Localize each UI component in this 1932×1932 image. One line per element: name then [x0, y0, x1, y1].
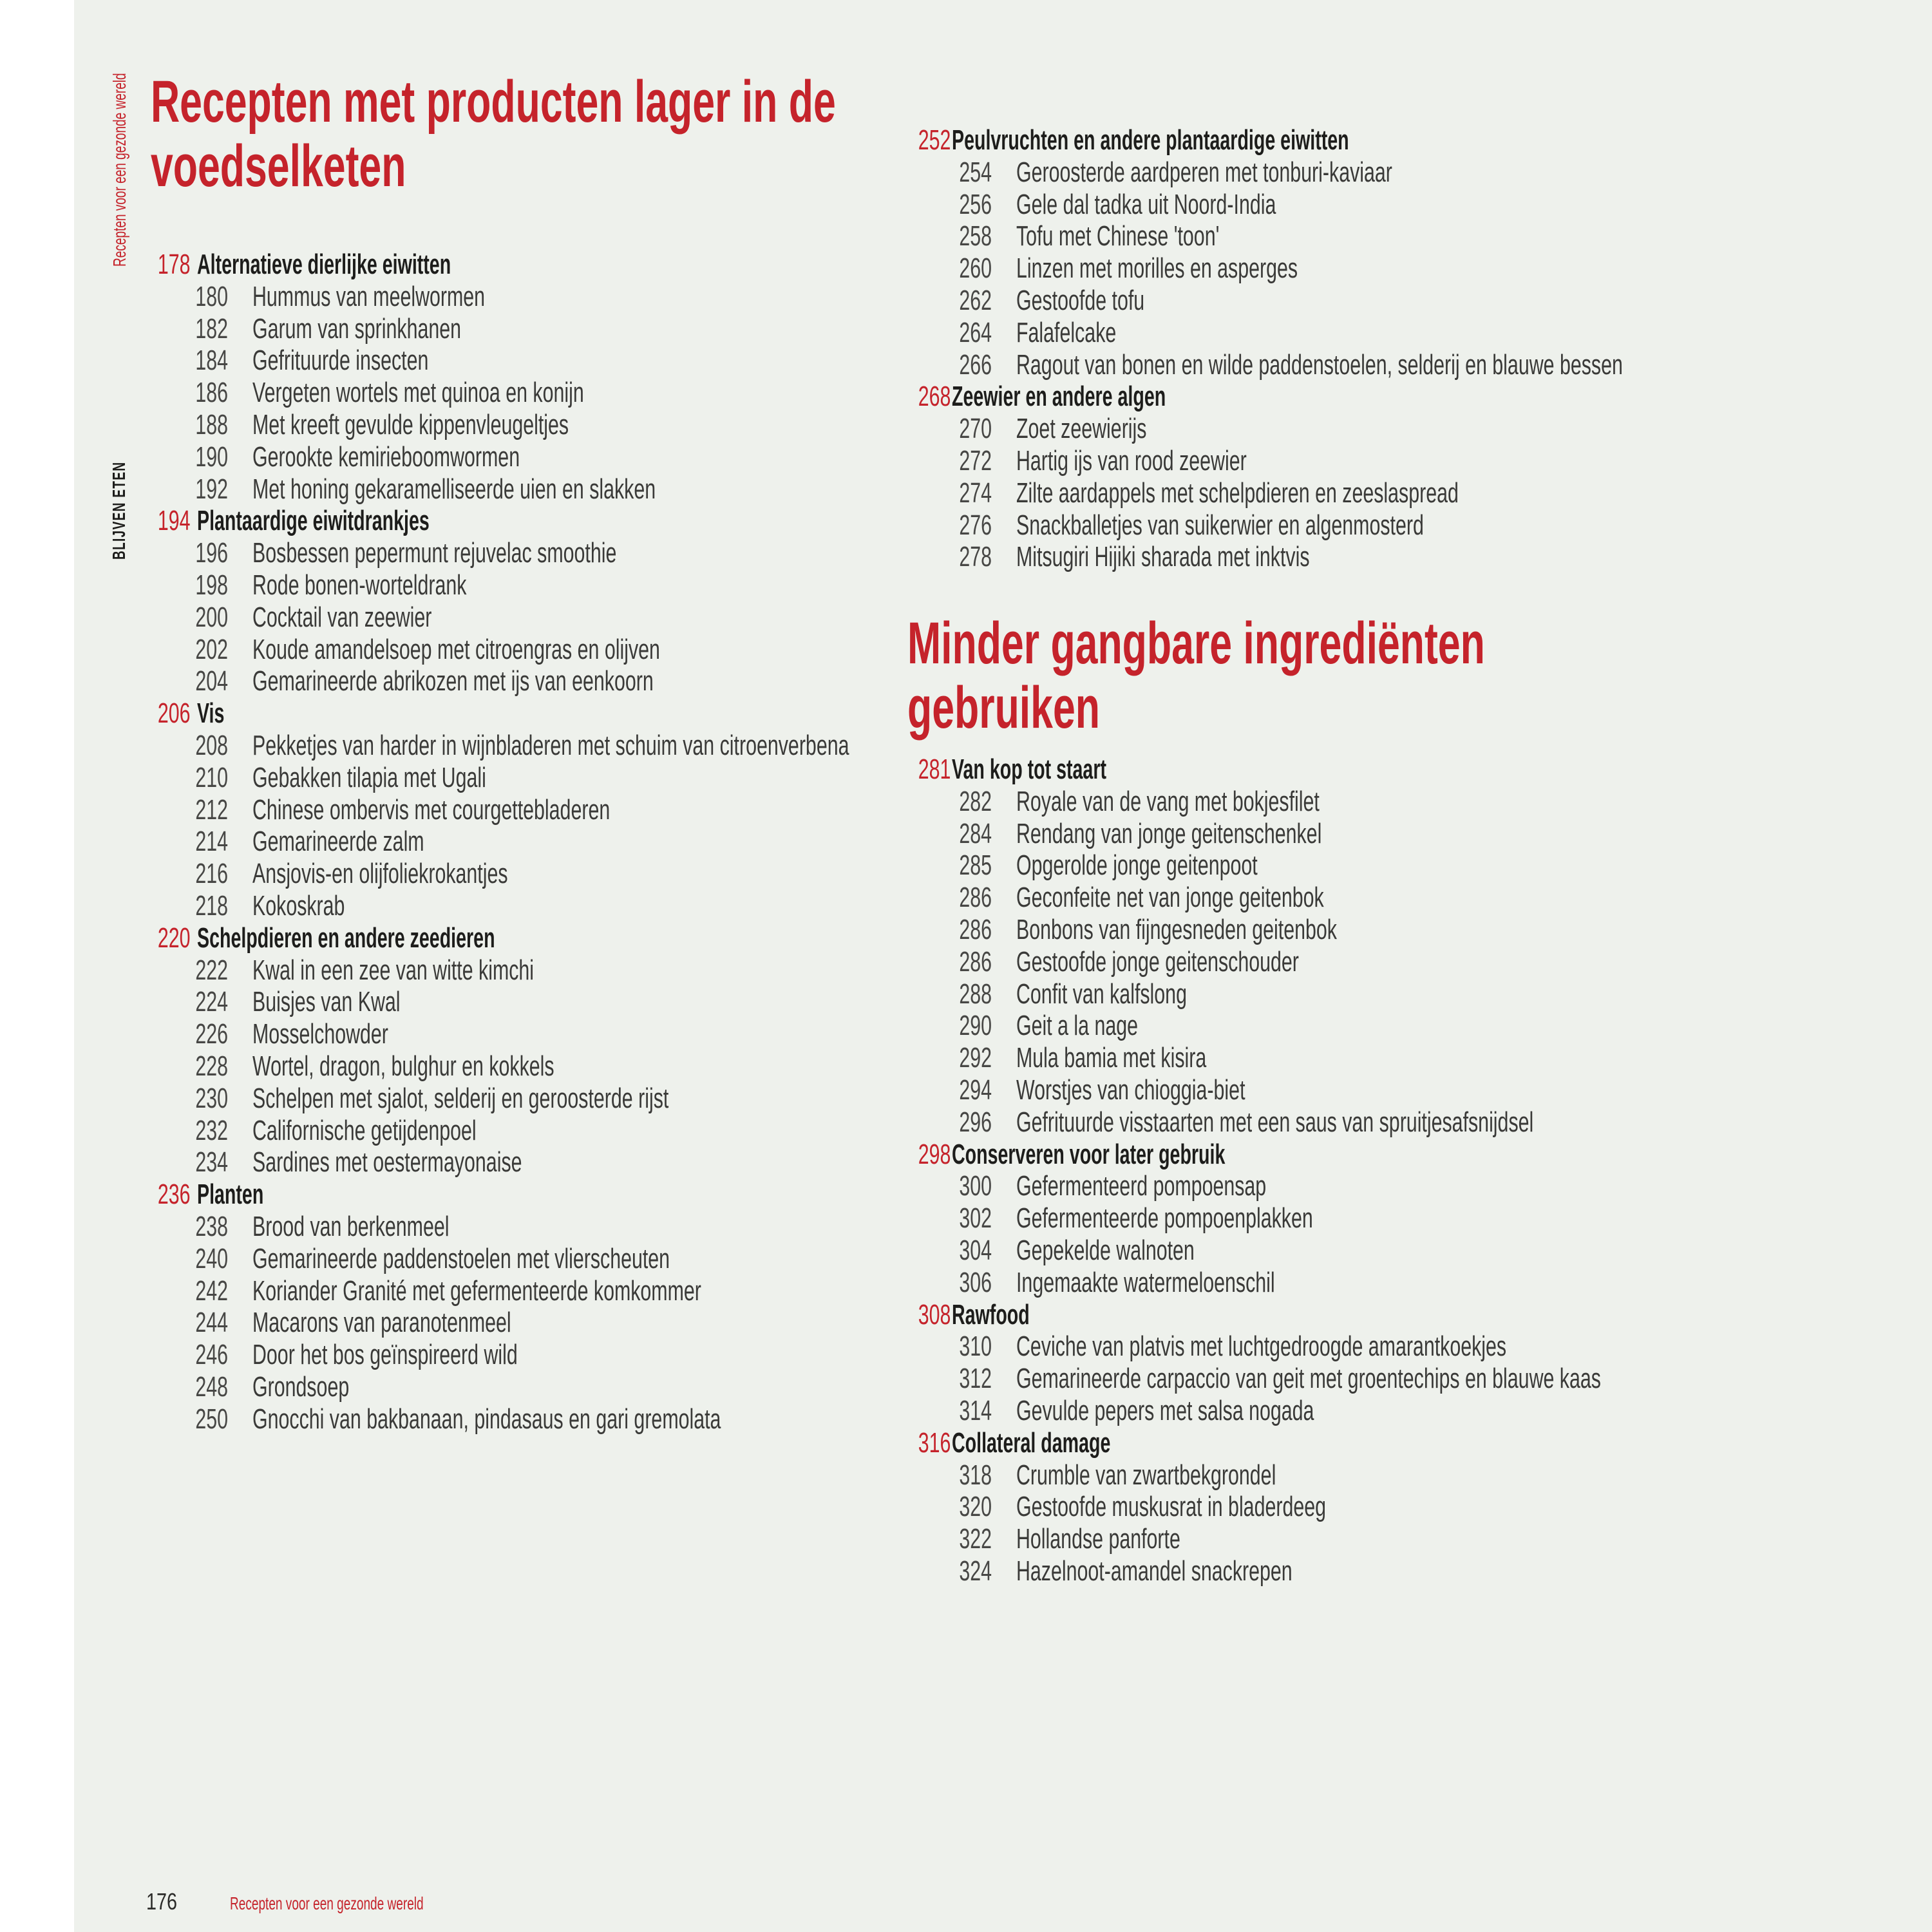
toc-entry-title: Pekketjes van harder in wijnbladeren met schuim van citroenverbena — [252, 729, 849, 761]
toc-chapter-entry — [907, 753, 1864, 786]
toc-entry-page-number: 244 — [195, 1307, 228, 1339]
toc-chapter-entry — [907, 1427, 1864, 1459]
toc-entry-page-number: 310 — [959, 1331, 992, 1363]
toc-entry-title: Door het bos geïnspireerd wild — [252, 1339, 518, 1371]
toc-entry-page-number: 230 — [195, 1082, 228, 1114]
toc-entry-page-number: 270 — [959, 413, 992, 445]
toc-entry-page-number: 254 — [959, 156, 992, 188]
toc-entry-title: Gefermenteerd pompoensap — [1016, 1170, 1267, 1202]
toc-recipe-entry — [907, 818, 1864, 850]
toc-entry-title: Vergeten wortels met quinoa en konijn — [252, 377, 584, 409]
toc-entry-page-number: 194 — [157, 505, 191, 537]
toc-entry-title: Geconfeite net van jonge geitenbok — [1016, 882, 1324, 914]
toc-entry-page-number: 288 — [959, 978, 992, 1010]
toc-entry-title: Kokoskrab — [252, 889, 345, 922]
toc-entry-title: Alternatieve dierlijke eiwitten — [197, 249, 451, 280]
toc-entry-title: Koriander Granité met gefermenteerde komkommer — [252, 1274, 701, 1307]
toc-entry-page-number: 320 — [959, 1491, 992, 1523]
toc-entry-page-number: 322 — [959, 1523, 992, 1555]
toc-recipe-entry — [907, 413, 1895, 445]
toc-entry-title: Peulvruchten en andere plantaardige eiwitten — [952, 124, 1349, 156]
toc-recipe-entry — [907, 252, 1895, 285]
toc-entry-page-number: 184 — [195, 345, 228, 377]
toc-recipe-entry — [907, 914, 1864, 946]
toc-entry-title: Falafelcake — [1016, 316, 1117, 348]
toc-entry-title: Bosbessen pepermunt rejuvelac smoothie — [252, 537, 617, 569]
toc-entry-page-number: 324 — [959, 1555, 992, 1587]
page-title-line-1: Recepten met producten lager in de — [151, 69, 836, 135]
toc-entry-page-number: 252 — [918, 124, 951, 156]
toc-entry-title: Mitsugiri Hijiki sharada met inktvis — [1016, 541, 1310, 573]
toc-entry-title: Conserveren voor later gebruik — [952, 1138, 1226, 1170]
toc-entry-page-number: 222 — [195, 954, 228, 986]
toc-entry-title: Hazelnoot-amandel snackrepen — [1016, 1555, 1293, 1587]
toc-entry-title: Gebakken tilapia met Ugali — [252, 761, 486, 793]
toc-chapter-entry — [907, 124, 1895, 156]
toc-entry-title: Sardines met oestermayonaise — [252, 1146, 522, 1179]
toc-entry-title: Tofu met Chinese 'toon' — [1016, 220, 1220, 252]
toc-entry-title: Hollandse panforte — [1016, 1523, 1180, 1555]
toc-entry-page-number: 318 — [959, 1459, 992, 1491]
toc-column-right-bottom — [907, 753, 1864, 1587]
toc-entry-page-number: 258 — [959, 220, 992, 252]
toc-entry-page-number: 188 — [195, 408, 228, 440]
toc-entry-title: Planten — [197, 1179, 264, 1211]
toc-entry-title: Gemarineerde carpaccio van geit met groentechips en blauwe kaas — [1016, 1363, 1601, 1395]
toc-recipe-entry — [907, 349, 1895, 381]
toc-entry-page-number: 302 — [959, 1202, 992, 1235]
toc-recipe-entry — [148, 569, 1117, 601]
toc-entry-title: Snackballetjes van suikerwier en algenmosterd — [1016, 509, 1424, 541]
toc-entry-page-number: 304 — [959, 1234, 992, 1266]
toc-entry-page-number: 238 — [195, 1210, 228, 1242]
toc-entry-page-number: 316 — [918, 1426, 951, 1459]
toc-entry-page-number: 286 — [959, 882, 992, 914]
toc-entry-page-number: 296 — [959, 1106, 992, 1138]
page-title-line-2: voedselketen — [151, 133, 406, 199]
toc-chapter-entry — [907, 1139, 1864, 1171]
toc-recipe-entry — [907, 317, 1895, 349]
toc-entry-title: Gepekelde walnoten — [1016, 1234, 1195, 1266]
toc-entry-page-number: 228 — [195, 1050, 228, 1082]
toc-entry-page-number: 286 — [959, 913, 992, 945]
toc-entry-title: Gefermenteerde pompoenplakken — [1016, 1202, 1313, 1235]
toc-recipe-entry — [907, 1331, 1864, 1363]
toc-recipe-entry — [907, 189, 1895, 221]
toc-entry-title: Geroosterde aardperen met tonburi-kaviaar — [1016, 156, 1392, 188]
toc-entry-title: Ingemaakte watermeloenschil — [1016, 1266, 1275, 1298]
toc-recipe-entry — [907, 220, 1895, 252]
toc-entry-title: Mosselchowder — [252, 1018, 388, 1050]
toc-entry-title: Gemarineerde abrikozen met ijs van eenkoorn — [252, 665, 654, 697]
toc-recipe-entry — [907, 1010, 1864, 1042]
toc-recipe-entry — [907, 509, 1895, 542]
toc-entry-title: Cocktail van zeewier — [252, 601, 432, 633]
toc-entry-page-number: 298 — [918, 1138, 951, 1170]
toc-recipe-entry — [907, 445, 1895, 477]
toc-recipe-entry — [148, 601, 1117, 634]
toc-entry-page-number: 292 — [959, 1042, 992, 1074]
toc-entry-page-number: 218 — [195, 889, 228, 922]
toc-entry-page-number: 224 — [195, 986, 228, 1018]
toc-entry-page-number: 256 — [959, 188, 992, 220]
toc-entry-page-number: 268 — [918, 381, 951, 413]
toc-recipe-entry — [907, 477, 1895, 509]
toc-entry-title: Met honing gekaramelliseerde uien en slakken — [252, 473, 656, 505]
toc-entry-page-number: 312 — [959, 1363, 992, 1395]
toc-entry-title: Schelpdieren en andere zeedieren — [197, 922, 495, 954]
toc-entry-title: Schelpen met sjalot, selderij en geroosterde rijst — [252, 1082, 669, 1114]
toc-entry-page-number: 204 — [195, 665, 228, 697]
toc-recipe-entry — [907, 1202, 1864, 1235]
toc-entry-page-number: 306 — [959, 1266, 992, 1298]
toc-entry-title: Grondsoep — [252, 1370, 350, 1403]
toc-entry-page-number: 294 — [959, 1074, 992, 1106]
section-title-line-1: Minder gangbare ingrediënten — [907, 611, 1485, 676]
toc-entry-title: Californische getijdenpoel — [252, 1114, 477, 1146]
spine-series-label: Recepten voor een gezonde wereld — [109, 73, 129, 267]
toc-entry-title: Geit a la nage — [1016, 1010, 1139, 1042]
toc-entry-title: Met kreeft gevulde kippenvleugeltjes — [252, 408, 569, 440]
toc-recipe-entry — [907, 156, 1895, 189]
toc-chapter-entry — [907, 381, 1895, 413]
toc-entry-page-number: 282 — [959, 785, 992, 817]
toc-entry-title: Gerookte kemirieboomwormen — [252, 440, 520, 473]
toc-entry-title: Ceviche van platvis met luchtgedroogde amarantkoekjes — [1016, 1331, 1507, 1363]
toc-entry-title: Zeewier en andere algen — [952, 381, 1166, 413]
toc-entry-page-number: 272 — [959, 444, 992, 477]
section-title-line-2: gebruiken — [907, 675, 1100, 741]
toc-entry-page-number: 206 — [157, 697, 191, 730]
toc-entry-title: Buisjes van Kwal — [252, 986, 401, 1018]
toc-entry-title: Rode bonen-worteldrank — [252, 569, 467, 601]
toc-entry-title: Rendang van jonge geitenschenkel — [1016, 817, 1322, 849]
toc-recipe-entry — [907, 978, 1864, 1010]
toc-entry-title: Garum van sprinkhanen — [252, 312, 462, 345]
toc-entry-title: Macarons van paranotenmeel — [252, 1307, 511, 1339]
toc-entry-title: Kwal in een zee van witte kimchi — [252, 954, 535, 986]
page-footer — [146, 1888, 515, 1915]
toc-entry-title: Linzen met morilles en asperges — [1016, 252, 1298, 285]
toc-entry-title: Brood van berkenmeel — [252, 1210, 450, 1242]
toc-recipe-entry — [907, 882, 1864, 914]
toc-entry-page-number: 202 — [195, 633, 228, 665]
toc-entry-page-number: 250 — [195, 1403, 228, 1435]
toc-entry-title: Gnocchi van bakbanaan, pindasaus en gari gremolata — [252, 1403, 721, 1435]
toc-entry-page-number: 212 — [195, 793, 228, 826]
spine-section-label: BLIJVEN ETEN — [109, 461, 129, 560]
toc-entry-page-number: 220 — [157, 922, 191, 954]
toc-entry-title: Bonbons van fijngesneden geitenbok — [1016, 913, 1337, 945]
toc-recipe-entry — [907, 1491, 1864, 1523]
toc-entry-page-number: 284 — [959, 817, 992, 849]
toc-recipe-entry — [907, 285, 1895, 317]
toc-entry-page-number: 286 — [959, 945, 992, 978]
toc-entry-page-number: 236 — [157, 1179, 191, 1211]
toc-chapter-entry — [907, 1299, 1864, 1331]
toc-entry-page-number: 208 — [195, 729, 228, 761]
toc-recipe-entry — [907, 1523, 1864, 1555]
toc-recipe-entry — [907, 1170, 1864, 1202]
toc-entry-page-number: 180 — [195, 280, 228, 312]
toc-entry-page-number: 266 — [959, 348, 992, 381]
toc-entry-page-number: 186 — [195, 377, 228, 409]
toc-entry-page-number: 248 — [195, 1370, 228, 1403]
toc-recipe-entry — [907, 1235, 1864, 1267]
toc-entry-title: Zoet zeewierijs — [1016, 413, 1147, 445]
toc-entry-title: Gestoofde jonge geitenschouder — [1016, 945, 1299, 978]
toc-entry-page-number: 190 — [195, 440, 228, 473]
toc-recipe-entry — [907, 1363, 1864, 1395]
toc-entry-page-number: 281 — [918, 753, 951, 785]
toc-entry-page-number: 308 — [918, 1298, 951, 1331]
toc-recipe-entry — [907, 1555, 1864, 1587]
toc-entry-page-number: 200 — [195, 601, 228, 633]
toc-entry-page-number: 196 — [195, 537, 228, 569]
footer-page-number: 176 — [146, 1888, 178, 1915]
toc-entry-page-number: 300 — [959, 1170, 992, 1202]
toc-entry-title: Gemarineerde paddenstoelen met vlierscheuten — [252, 1242, 670, 1274]
toc-entry-page-number: 232 — [195, 1114, 228, 1146]
toc-entry-title: Collateral damage — [952, 1426, 1111, 1459]
toc-entry-page-number: 216 — [195, 858, 228, 890]
toc-recipe-entry — [907, 946, 1864, 978]
toc-entry-page-number: 264 — [959, 316, 992, 348]
toc-entry-title: Vis — [197, 697, 225, 730]
toc-entry-page-number: 285 — [959, 849, 992, 882]
toc-recipe-entry — [907, 1042, 1864, 1074]
toc-recipe-entry — [907, 849, 1864, 882]
toc-entry-page-number: 276 — [959, 509, 992, 541]
toc-entry-title: Wortel, dragon, bulghur en kokkels — [252, 1050, 554, 1082]
toc-entry-page-number: 178 — [157, 249, 191, 280]
toc-recipe-entry — [907, 1459, 1864, 1492]
toc-entry-page-number: 234 — [195, 1146, 228, 1179]
toc-entry-title: Worstjes van chioggia-biet — [1016, 1074, 1245, 1106]
toc-recipe-entry — [907, 786, 1864, 818]
toc-entry-title: Gefrituurde insecten — [252, 345, 429, 377]
toc-entry-title: Gestoofde tofu — [1016, 284, 1145, 316]
toc-entry-title: Hummus van meelwormen — [252, 280, 486, 312]
toc-entry-page-number: 226 — [195, 1018, 228, 1050]
toc-recipe-entry — [907, 1074, 1864, 1106]
toc-entry-title: Mula bamia met kisira — [1016, 1042, 1207, 1074]
toc-entry-page-number: 240 — [195, 1242, 228, 1274]
toc-recipe-entry — [148, 665, 1117, 697]
toc-entry-page-number: 210 — [195, 761, 228, 793]
toc-entry-title: Chinese ombervis met courgettebladeren — [252, 793, 611, 826]
toc-entry-page-number: 262 — [959, 284, 992, 316]
toc-entry-page-number: 290 — [959, 1010, 992, 1042]
toc-entry-title: Koude amandelsoep met citroengras en olijven — [252, 633, 660, 665]
toc-entry-title: Gefrituurde visstaarten met een saus van spruitjesafsnijdsel — [1016, 1106, 1534, 1138]
toc-entry-page-number: 314 — [959, 1394, 992, 1426]
toc-entry-title: Crumble van zwartbekgrondel — [1016, 1459, 1276, 1491]
footer-book-title: Recepten voor een gezonde wereld — [230, 1893, 424, 1913]
toc-entry-title: Van kop tot staart — [952, 753, 1106, 785]
toc-recipe-entry — [907, 541, 1895, 573]
toc-entry-title: Gemarineerde zalm — [252, 826, 424, 858]
toc-entry-title: Opgerolde jonge geitenpoot — [1016, 849, 1258, 882]
toc-entry-title: Ragout van bonen en wilde paddenstoelen, selderij en blauwe bessen — [1016, 348, 1623, 381]
toc-entry-title: Zilte aardappels met schelpdieren en zeeslaspread — [1016, 477, 1459, 509]
toc-recipe-entry — [148, 634, 1117, 666]
toc-entry-title: Hartig ijs van rood zeewier — [1016, 444, 1247, 477]
toc-entry-page-number: 278 — [959, 541, 992, 573]
toc-recipe-entry — [907, 1267, 1864, 1299]
toc-entry-title: Confit van kalfslong — [1016, 978, 1187, 1010]
toc-chapter-entry — [148, 697, 1117, 730]
toc-entry-page-number: 260 — [959, 252, 992, 285]
toc-entry-page-number: 214 — [195, 826, 228, 858]
toc-recipe-entry — [907, 1395, 1864, 1427]
toc-entry-title: Gevulde pepers met salsa nogada — [1016, 1394, 1314, 1426]
toc-entry-title: Gestoofde muskusrat in bladerdeeg — [1016, 1491, 1326, 1523]
toc-entry-title: Rawfood — [952, 1298, 1030, 1331]
page-left-margin — [0, 0, 74, 1932]
toc-column-right-top — [907, 124, 1895, 573]
toc-entry-page-number: 182 — [195, 312, 228, 345]
toc-entry-page-number: 192 — [195, 473, 228, 505]
toc-entry-page-number: 242 — [195, 1274, 228, 1307]
toc-entry-title: Gele dal tadka uit Noord-India — [1016, 188, 1276, 220]
toc-entry-page-number: 274 — [959, 477, 992, 509]
toc-entry-page-number: 198 — [195, 569, 228, 601]
toc-entry-title: Plantaardige eiwitdrankjes — [197, 505, 430, 537]
toc-recipe-entry — [907, 1106, 1864, 1139]
toc-entry-title: Royale van de vang met bokjesfilet — [1016, 785, 1320, 817]
toc-entry-title: Ansjovis-en olijfoliekrokantjes — [252, 858, 508, 890]
toc-entry-page-number: 246 — [195, 1339, 228, 1371]
